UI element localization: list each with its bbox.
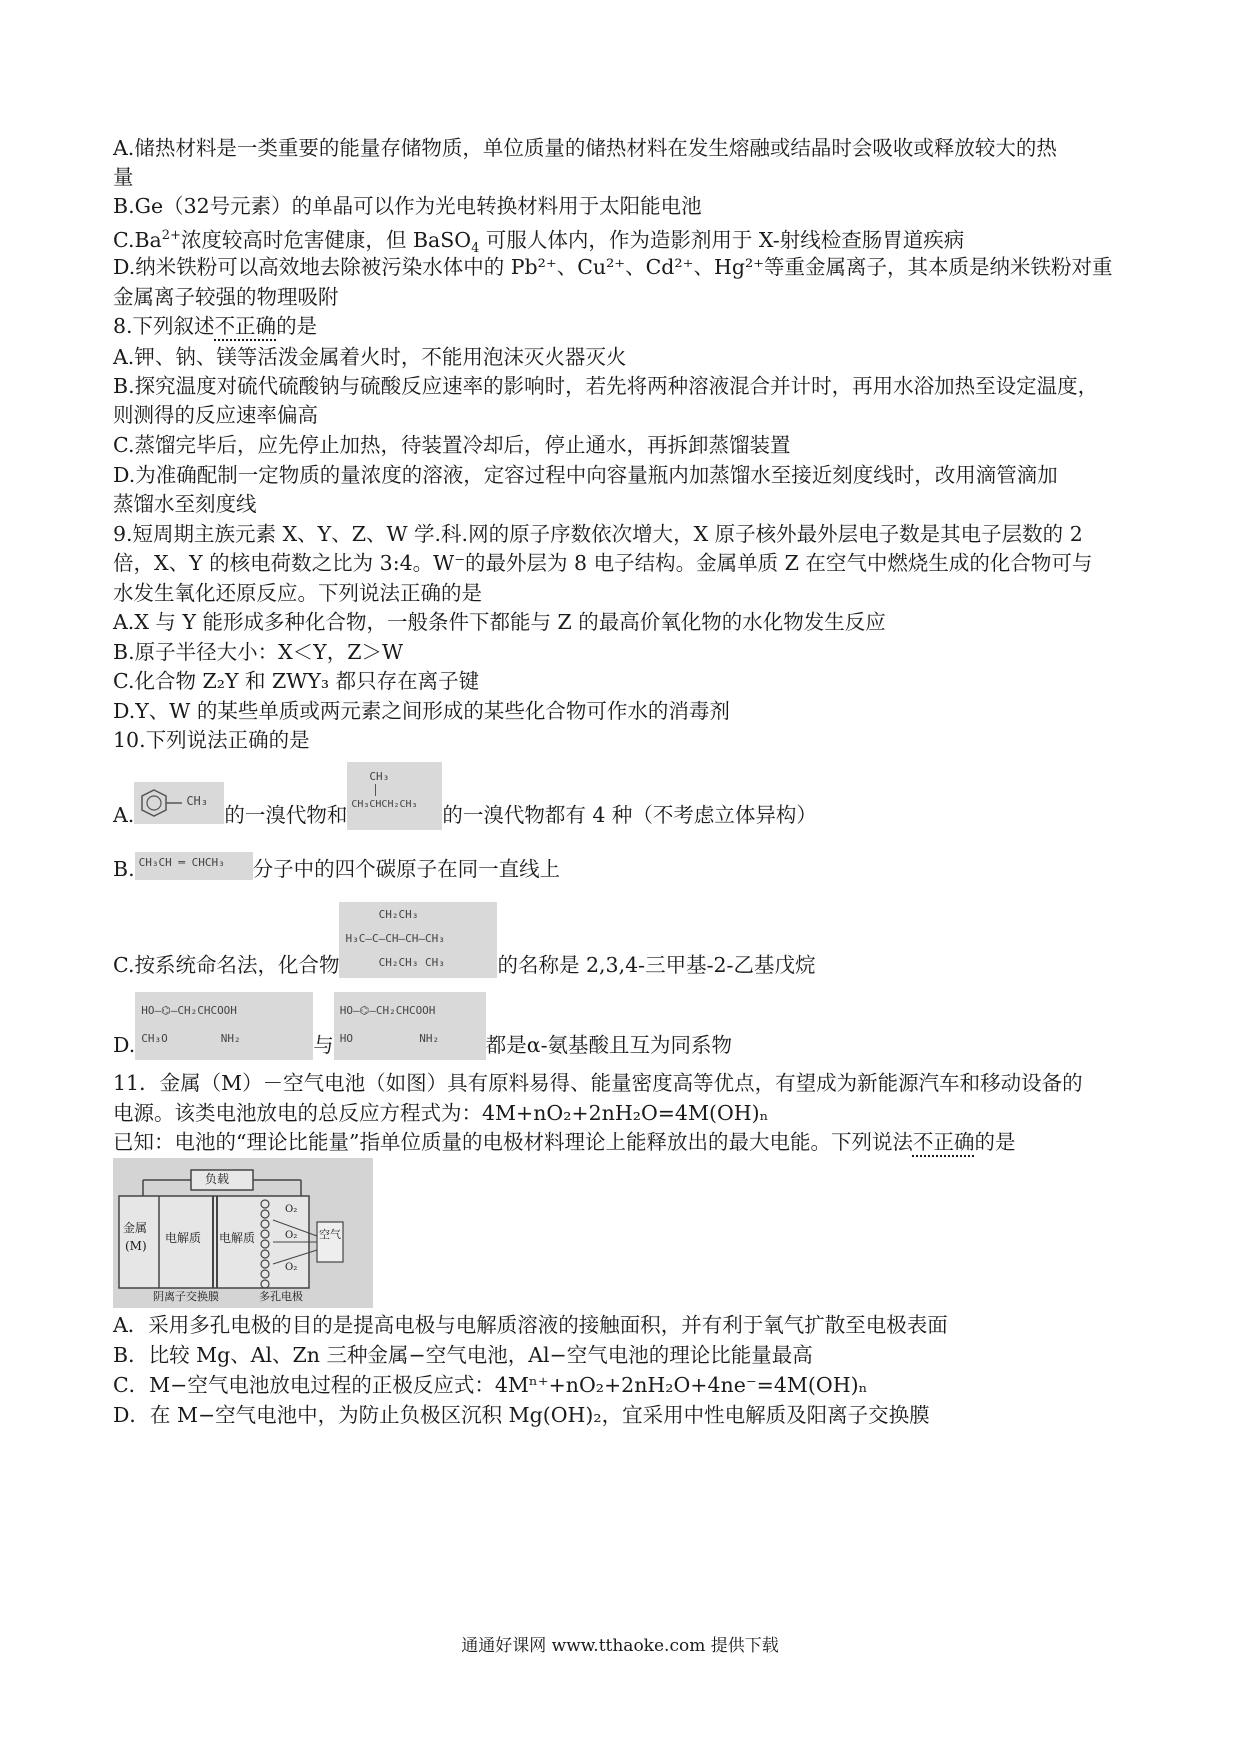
q10-a-label: A. [113, 803, 135, 827]
q11-option-a: A．采用多孔电极的目的是提高电极与电解质溶液的接触面积，并有利于氧气扩散至电极表面 [113, 1313, 948, 1337]
q10-option-b [113, 850, 1130, 884]
load-label: 负载 [205, 1172, 230, 1186]
amino-acid-1-line1: HO—⌬—CH₂CHCOOH [141, 1004, 237, 1017]
q8-stem [113, 311, 1130, 341]
q11-option-c: C．M−空气电池放电过程的正极反应式：4Mⁿ⁺+nO₂+2nH₂O+4ne⁻=4M(OH)ₙ [113, 1373, 868, 1397]
q9-option-b: B.原子半径大小：X＜Y，Z＞W [113, 640, 404, 664]
oxygen-label-mid: O₂ [285, 1230, 298, 1241]
q10-b-post: 分子中的四个碳原子在同一直线上 [252, 857, 561, 881]
methylbutane-main-text: CH₃CHCH₂CH₃ [351, 799, 418, 810]
q10-d-label: D. [113, 1033, 136, 1057]
q8-stem-post: 的是 [276, 314, 318, 338]
alkane-line3: CH₂CH₃ CH₃ [345, 956, 445, 969]
q8-option-b-line1: B.探究温度对硫代硫酸钠与硫酸反应速率的影响时，若先将两种溶液混合并计时，再用水浴加热至设定温度， [113, 374, 1099, 398]
electrolyte-left-label: 电解质 [165, 1231, 202, 1245]
q7-c-pre: C.Ba [113, 227, 162, 252]
q11-stem3-pre: 已知：电池的“理论比能量”指单位质量的电极材料理论上能释放出的最大电能。下列说法 [113, 1130, 913, 1154]
butene-text: CH₃CH ═ CHCH₃ [138, 856, 225, 869]
q11-stem-line1: 11．金属（M）－空气电池（如图）具有原料易得、能量密度高等优点，有望成为新能源汽车和移动设备的 [113, 1071, 1083, 1095]
q7-c-post: 可服人体内，作为造影剂用于 X-射线检查肠胃道疾病 [479, 227, 965, 252]
q9-stem-line1: 9.短周期主族元素 X、Y、Z、W 学.科.网的原子序数依次增大，X 原子核外最外层电子数是其电子层数的 2 [113, 522, 1083, 546]
q9-option-a: A.X 与 Y 能形成多种化合物，一般条件下都能与 Z 的最高价氧化物的水化物发生反应 [113, 610, 886, 634]
q7-option-a-line1: A.储热材料是一类重要的能量存储物质，单位质量的储热材料在发生熔融或结晶时会吸收或释放较大的热 [113, 136, 1057, 160]
metal-air-battery-diagram [113, 1158, 373, 1308]
air-label: 空气 [319, 1228, 341, 1241]
q10-a-post: 的一溴代物都有 4 种（不考虑立体异构） [442, 803, 817, 827]
q10-b-label: B. [113, 857, 135, 881]
q10-option-a [113, 760, 1130, 830]
amino-acid-2-line1: HO—⌬—CH₂CHCOOH [339, 1004, 436, 1017]
q9-option-c: C.化合物 Z₂Y 和 ZWY₃ 都只存在离子键 [113, 669, 480, 693]
q11-option-d: D．在 M−空气电池中，为防止负极区沉积 Mg(OH)₂，宜采用中性电解质及阳离子交换膜 [113, 1403, 930, 1427]
methylbutane-top-text: CH₃ [369, 770, 390, 783]
q7-option-d-line2: 金属离子较强的物理吸附 [113, 285, 339, 309]
q7-option-d-line1: D.纳米铁粉可以高效地去除被污染水体中的 Pb²⁺、Cu²⁺、Cd²⁺、Hg²⁺等重金属离子，其本质是纳米铁粉对重 [113, 255, 1113, 279]
toluene-ch3-text: CH₃ [186, 794, 209, 808]
metal-symbol-label: (M) [125, 1239, 147, 1253]
q8-option-d-line1: D.为准确配制一定物质的量浓度的溶液，定容过程中向容量瓶内加蒸馏水至接近刻度线时，改用滴管滴加 [113, 463, 1058, 487]
q11-option-b: B．比较 Mg、Al、Zn 三种金属−空气电池，Al−空气电池的理论比能量最高 [113, 1343, 813, 1367]
amino-acid-2-structure-image [334, 992, 486, 1060]
q8-stem-pre: 8.下列叙述 [113, 314, 215, 338]
q10-option-c [113, 896, 1130, 980]
q7-c-sup: 2+ [161, 228, 181, 243]
butene-structure-image [135, 852, 253, 880]
bond-line [375, 784, 376, 796]
q11-stem3-emphasis: 不正确 [912, 1130, 975, 1154]
page-footer: 通通好课网 www.tthaoke.com 提供下载 [461, 1636, 779, 1656]
amino-acid-2-line2: HO NH₂ [339, 1032, 440, 1045]
q7-option-a-line2: 量 [113, 165, 134, 189]
alkane-line2: H₃C—C—CH—CH—CH₃ [345, 932, 445, 945]
q8-option-c: C.蒸馏完毕后，应先停止加热，待装置冷却后，停止通水，再拆卸蒸馏装置 [113, 433, 791, 457]
q7-option-b: B.Ge（32号元素）的单晶可以作为光电转换材料用于太阳能电池 [113, 194, 702, 218]
electrode-label: 多孔电极 [259, 1290, 303, 1303]
electrolyte-right-label: 电解质 [219, 1231, 256, 1245]
q10-option-d [113, 986, 1130, 1060]
q7-c-mid: 浓度较高时危害健康，但 BaSO [180, 227, 472, 252]
alkane-line1: CH₂CH₃ [345, 908, 419, 921]
membrane-label: 阴离子交换膜 [153, 1290, 219, 1303]
q10-a-mid: 的一溴代物和 [224, 803, 348, 827]
q9-option-d: D.Y、W 的某些单质或两元素之间形成的某些化合物可作水的消毒剂 [113, 699, 730, 723]
amino-acid-1-line2: CH₃O NH₂ [141, 1032, 241, 1045]
q11-stem-line3 [113, 1127, 1130, 1157]
oxygen-label-bottom: O₂ [285, 1262, 298, 1273]
oxygen-label-top: O₂ [285, 1204, 298, 1215]
q10-c-pre: C.按系统命名法，化合物 [113, 953, 340, 977]
q11-stem3-post: 的是 [974, 1130, 1016, 1154]
q8-stem-emphasis: 不正确 [214, 314, 277, 338]
q7-c-sub: 4 [471, 240, 480, 256]
amino-acid-1-structure-image [135, 992, 313, 1060]
q10-d-post: 都是α-氨基酸且互为同系物 [485, 1033, 733, 1057]
q8-option-a: A.钾、钠、镁等活泼金属着火时，不能用泡沫灭火器灭火 [113, 345, 627, 369]
q10-stem: 10.下列说法正确的是 [113, 728, 310, 752]
q8-option-d-line2: 蒸馏水至刻度线 [113, 492, 257, 516]
q8-option-b-line2: 则测得的反应速率偏高 [113, 403, 318, 427]
methylbutane-structure-image [347, 762, 442, 830]
q11-stem-line2: 电源。该类电池放电的总反应方程式为：4M+nO₂+2nH₂O=4M(OH)ₙ [113, 1101, 769, 1125]
alkane-structure-image [339, 902, 497, 978]
q10-c-post: 的名称是 2,3,4-三甲基-2-乙基戊烷 [497, 953, 816, 977]
q10-d-mid: 与 [313, 1033, 334, 1057]
q9-stem-line3: 水发生氧化还原反应。下列说法正确的是 [113, 581, 482, 605]
benzene-ring-icon [134, 782, 224, 824]
toluene-structure-image [134, 782, 224, 824]
metal-label: 金属 [123, 1221, 148, 1235]
q9-stem-line2: 倍，X、Y 的核电荷数之比为 3:4。W⁻的最外层为 8 电子结构。金属单质 Z 在空气中燃烧生成的化合物可与 [113, 551, 1093, 575]
